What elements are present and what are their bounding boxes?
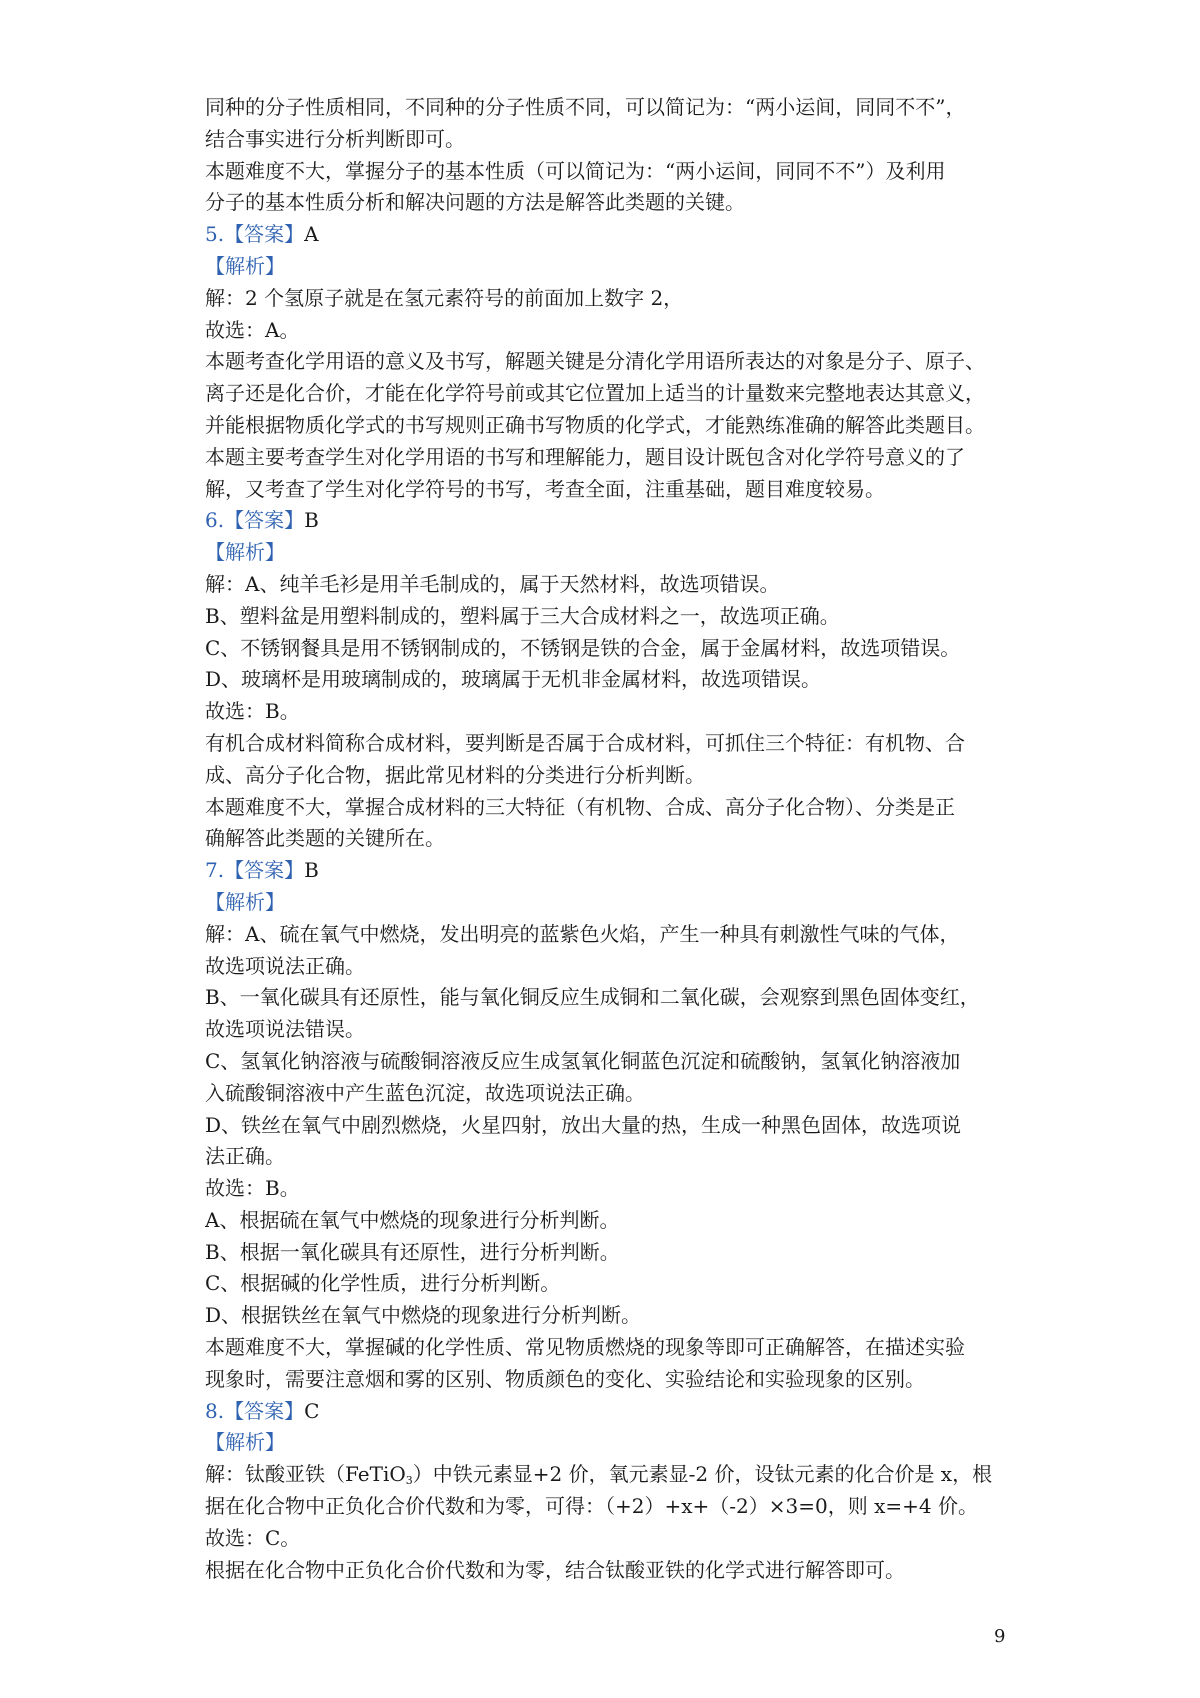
text-line: 故选项说法正确。 (205, 953, 365, 978)
text-line: C、不锈钢餐具是用不锈钢制成的，不锈钢是铁的合金，属于金属材料，故选项错误。 (205, 635, 961, 660)
text-line: 现象时，需要注意烟和雾的区别、物质颜色的变化、实验结论和实验现象的区别。 (205, 1366, 925, 1391)
text-line: 故选：B。 (205, 699, 300, 724)
page-content (205, 92, 1025, 1586)
text-line: 结合事实进行分析判断即可。 (205, 126, 465, 151)
text-line: 解：A、纯羊毛衫是用羊毛制成的，属于天然材料，故选项错误。 (205, 571, 780, 596)
answer-value: B (304, 858, 319, 883)
text-line: 本题难度不大，掌握合成材料的三大特征（有机物、合成、高分子化合物）、分类是正 (205, 794, 955, 819)
text-fragment: ）中铁元素显+2 价，氧元素显-2 价，设钛元素的化合价是 x，根 (412, 1462, 993, 1487)
text-line: 故选项说法错误。 (205, 1017, 365, 1042)
text-line: B、一氧化碳具有还原性，能与氧化铜反应生成铜和二氧化碳，会观察到黑色固体变红， (205, 985, 980, 1010)
text-line: 并能根据物质化学式的书写规则正确书写物质的化学式，才能熟练准确的解答此类题目。 (205, 412, 985, 437)
answer-label: 8.【答案】 (205, 1398, 305, 1423)
text-line: D、铁丝在氧气中剧烈燃烧，火星四射，放出大量的热，生成一种黑色固体，故选项说 (205, 1112, 962, 1137)
text-line: 本题主要考查学生对化学用语的书写和理解能力，题目设计既包含对化学符号意义的了 (205, 444, 965, 469)
text-fragment: 解：钛酸亚铁（FeTiO (205, 1462, 406, 1487)
text-line: 入硫酸铜溶液中产生蓝色沉淀，故选项说法正确。 (205, 1080, 645, 1105)
text-line: 本题难度不大，掌握碱的化学性质、常见物质燃烧的现象等即可正确解答，在描述实验 (205, 1335, 965, 1360)
analysis-label: 【解析】 (205, 889, 285, 914)
text-line: 成、高分子化合物，据此常见材料的分类进行分析判断。 (205, 762, 705, 787)
text-line: 解：2 个氢原子就是在氢元素符号的前面加上数字 2， (205, 285, 684, 310)
page-number: 9 (994, 1626, 1006, 1647)
answer-heading-6 (205, 505, 1025, 537)
answer-heading-5 (205, 219, 1025, 251)
text-line: D、根据铁丝在氧气中燃烧的现象进行分析判断。 (205, 1303, 642, 1328)
text-line: 同种的分子性质相同，不同种的分子性质不同，可以简记为：“两小运间，同同不不”， (205, 95, 966, 119)
text-line: A、根据硫在氧气中燃烧的现象进行分析判断。 (205, 1207, 620, 1232)
text-line: 法正确。 (205, 1144, 285, 1169)
text-line: 本题难度不大，掌握分子的基本性质（可以简记为：“两小运间，同同不不”）及利用 (205, 158, 946, 183)
text-line: 故选：A。 (205, 317, 300, 342)
text-line: 离子还是化合价，才能在化学符号前或其它位置加上适当的计量数来完整地表达其意义， (205, 381, 985, 406)
analysis-label: 【解析】 (205, 540, 285, 565)
answer-heading-8 (205, 1396, 1025, 1428)
text-line: 有机合成材料简称合成材料，要判断是否属于合成材料，可抓住三个特征：有机物、合 (205, 730, 965, 755)
text-line: 解：A、硫在氧气中燃烧，发出明亮的蓝紫色火焰，产生一种具有刺激性气味的气体， (205, 921, 960, 946)
text-line: D、玻璃杯是用玻璃制成的，玻璃属于无机非金属材料，故选项错误。 (205, 667, 822, 692)
text-line: 根据在化合物中正负化合价代数和为零，结合钛酸亚铁的化学式进行解答即可。 (205, 1557, 905, 1582)
answer-label: 5.【答案】 (205, 222, 305, 247)
analysis-label: 【解析】 (205, 253, 285, 278)
text-line: B、塑料盆是用塑料制成的，塑料属于三大合成材料之一，故选项正确。 (205, 603, 840, 628)
text-line: 本题考查化学用语的意义及书写，解题关键是分清化学用语所表达的对象是分子、原子、 (205, 349, 985, 374)
answer-value: A (304, 222, 319, 247)
text-line: 据在化合物中正负化合价代数和为零，可得：（+2）+x+（-2）×3=0，则 x=+4 价。 (205, 1494, 978, 1519)
text-line: C、氢氧化钠溶液与硫酸铜溶液反应生成氢氧化铜蓝色沉淀和硫酸钠，氢氧化钠溶液加 (205, 1048, 961, 1073)
answer-label: 7.【答案】 (205, 858, 305, 883)
subscript: 3 (405, 1474, 413, 1488)
answer-label: 6.【答案】 (205, 508, 305, 533)
text-line: 分子的基本性质分析和解决问题的方法是解答此类题的关键。 (205, 190, 745, 215)
answer-value: C (304, 1398, 320, 1423)
text-line: 确解答此类题的关键所在。 (205, 826, 445, 851)
answer-heading-7 (205, 855, 1025, 887)
answer-value: B (304, 508, 319, 533)
text-line: 解，又考查了学生对化学符号的书写，考查全面，注重基础，题目难度较易。 (205, 476, 885, 501)
text-line-formula (205, 1459, 1025, 1491)
text-line: 故选：C。 (205, 1525, 301, 1550)
text-line: B、根据一氧化碳具有还原性，进行分析判断。 (205, 1239, 620, 1264)
text-line: C、根据碱的化学性质，进行分析判断。 (205, 1271, 561, 1296)
text-line: 故选：B。 (205, 1176, 300, 1201)
analysis-label: 【解析】 (205, 1430, 285, 1455)
